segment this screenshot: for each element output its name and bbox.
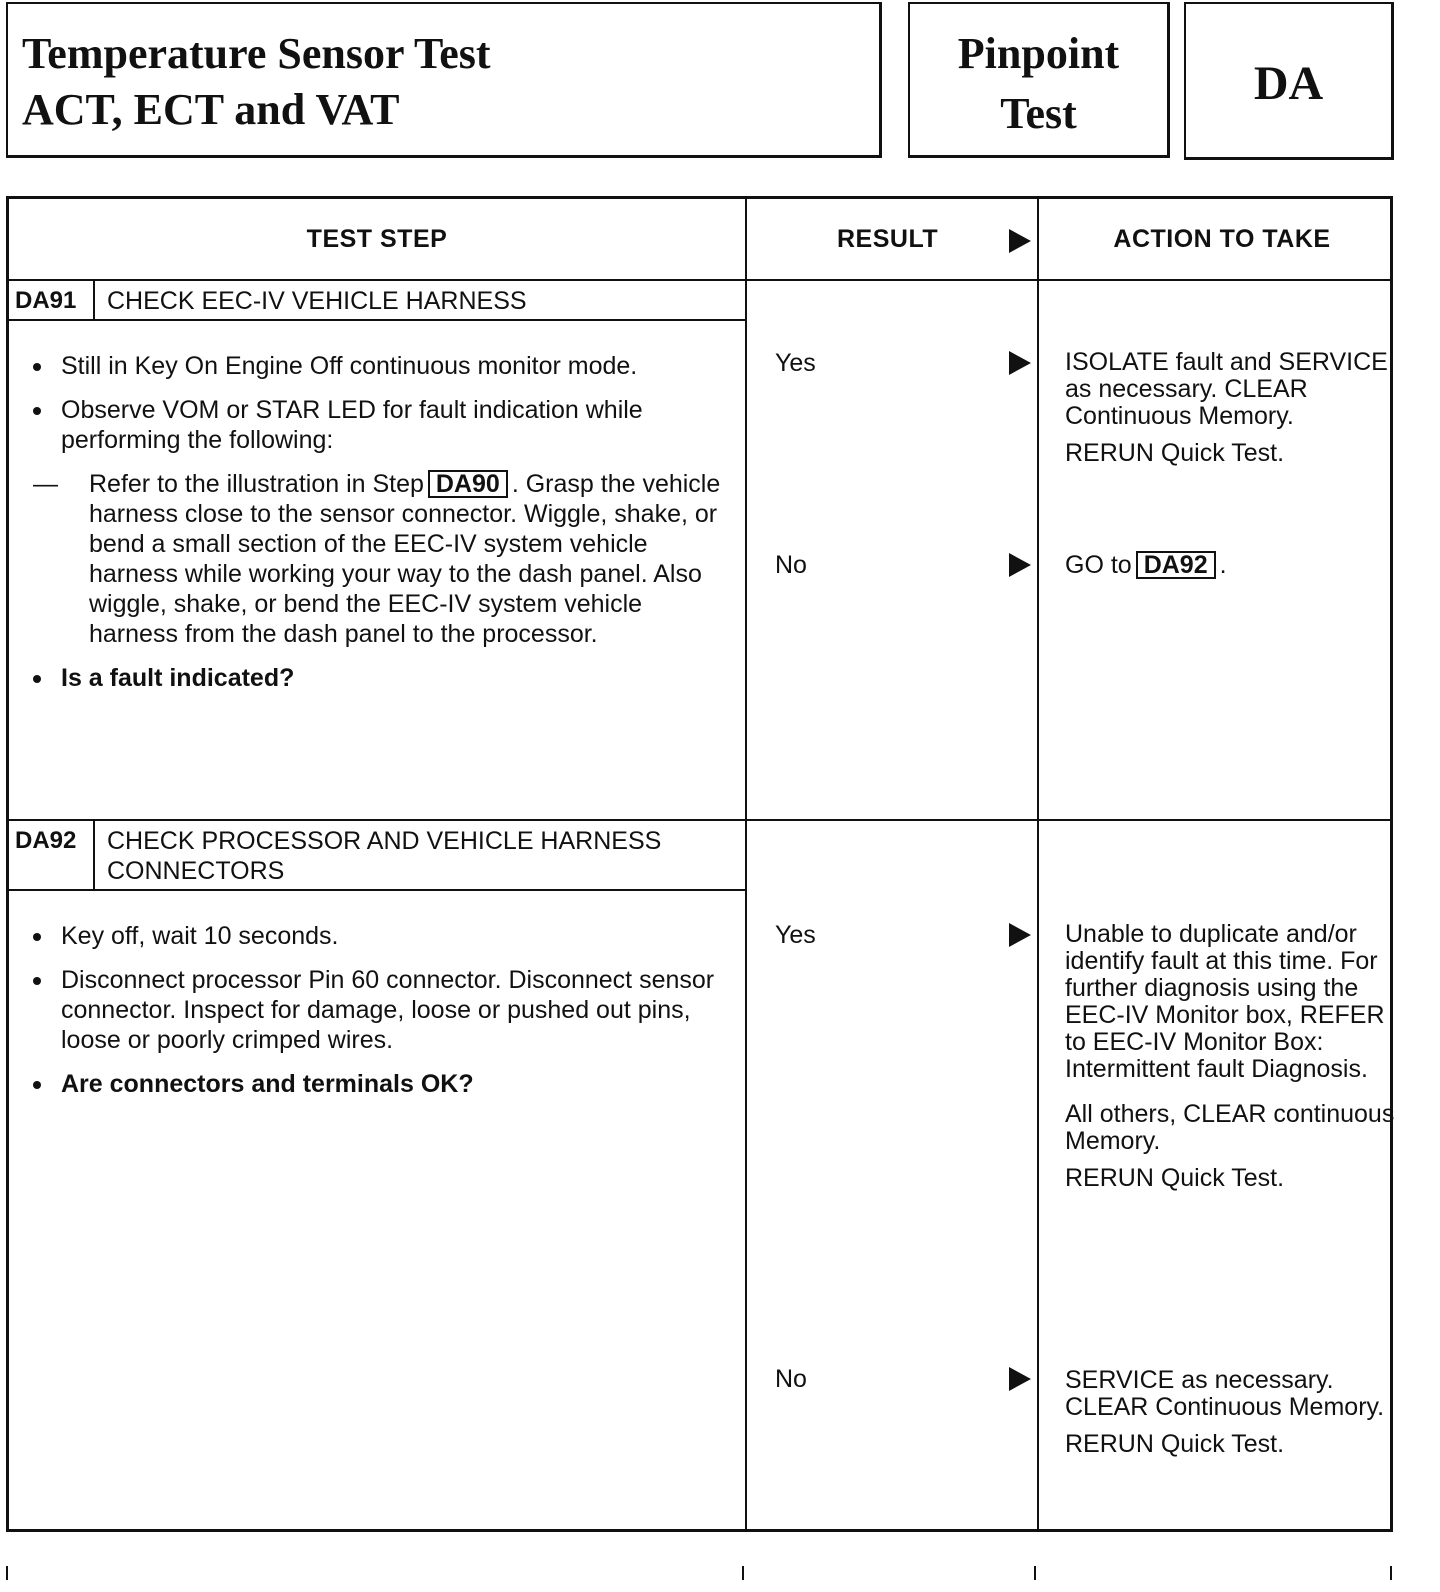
arrow-right-icon: [1009, 351, 1031, 375]
dash-icon: —: [33, 470, 58, 498]
test-code-box: [1184, 2, 1394, 160]
step-title-divider: [9, 319, 745, 321]
header-row-divider: [9, 279, 1390, 281]
step-reference-da90: DA90: [428, 470, 508, 498]
list-item: Still in Key On Engine Off continuous monitor mode.: [25, 351, 725, 381]
action-da91-yes: ISOLATE fault and SERVICE as necessary. CLEAR Continuous Memory. RERUN Quick Test.: [1065, 348, 1388, 467]
title-box: [6, 2, 882, 158]
action-da92-no: SERVICE as necessary. CLEAR Continuous Memory. RERUN Quick Test.: [1065, 1366, 1385, 1458]
result-yes: Yes: [775, 349, 816, 377]
result-yes: Yes: [775, 921, 816, 949]
pinpoint-table: [6, 196, 1393, 1532]
step-code-da92: DA92: [9, 821, 95, 891]
step-title-divider: [9, 889, 745, 891]
test-label: Test: [1000, 89, 1077, 138]
page-edge-mark: [742, 1566, 744, 1580]
list-item-question: Is a fault indicated?: [25, 663, 725, 693]
arrow-right-icon: [1009, 553, 1031, 577]
step-title-da92: CHECK PROCESSOR AND VEHICLE HARNESS CONNECTORS: [107, 827, 662, 885]
page-title-line1: Temperature Sensor Test: [22, 29, 491, 78]
bullet-icon: [33, 1081, 41, 1089]
action-da91-no: GO to DA92 .: [1065, 551, 1227, 579]
step-divider: [9, 819, 1390, 821]
pinpoint-test-box: [908, 2, 1170, 158]
bullet-icon: [33, 363, 41, 371]
action-da92-yes: Unable to duplicate and/or identify fault at this time. For further diagnosis using the EEC-IV Monitor box, REFER to EEC-IV Monitor Box: Intermittent fault Diagnosis. All others, CLEAR continuous Memory. RERUN Quick Test.: [1065, 920, 1395, 1192]
arrow-right-icon: [1009, 1367, 1031, 1391]
column-divider: [1037, 199, 1039, 1529]
step-instructions-da91: [25, 351, 725, 707]
bullet-icon: [33, 407, 41, 415]
list-item: Observe VOM or STAR LED for fault indication while performing the following:: [25, 395, 725, 455]
bullet-icon: [33, 675, 41, 683]
bullet-icon: [33, 933, 41, 941]
step-title-da91: CHECK EEC-IV VEHICLE HARNESS: [107, 287, 527, 315]
step-reference-da92: DA92: [1136, 551, 1216, 579]
list-item-question: Are connectors and terminals OK?: [25, 1069, 725, 1099]
page-edge-mark: [1390, 1566, 1392, 1580]
arrow-right-icon: [1009, 923, 1031, 947]
pinpoint-label: Pinpoint: [957, 29, 1120, 78]
column-header-test-step: TEST STEP: [306, 225, 448, 253]
arrow-right-icon: [1009, 229, 1031, 253]
page-edge-mark: [1034, 1566, 1036, 1580]
page-title-line2: ACT, ECT and VAT: [22, 85, 400, 134]
page-edge-mark: [6, 1566, 8, 1580]
bullet-icon: [33, 977, 41, 985]
step-code-da91: DA91: [9, 281, 95, 321]
list-item: Key off, wait 10 seconds.: [25, 921, 725, 951]
result-no: No: [775, 551, 807, 579]
list-item: Disconnect processor Pin 60 connector. Disconnect sensor connector. Inspect for damage, loose or pushed out pins, loose or poorly crimped wires.: [25, 965, 725, 1055]
result-no: No: [775, 1365, 807, 1393]
list-item-sub: — Refer to the illustration in Step DA90 . Grasp the vehicle harness close to the sensor connector. Wiggle, shake, or bend a small section of the EEC-IV system vehicle harness while working your way to the dash panel. Also wiggle, shake, or bend the EEC-IV system vehicle harness from the dash panel to the processor.: [33, 470, 721, 648]
column-header-action: ACTION TO TAKE: [1113, 225, 1331, 253]
step-instructions-da92: [25, 921, 725, 1113]
column-header-result: RESULT: [837, 225, 939, 253]
test-code: DA: [1253, 57, 1324, 110]
column-divider: [745, 199, 747, 1529]
